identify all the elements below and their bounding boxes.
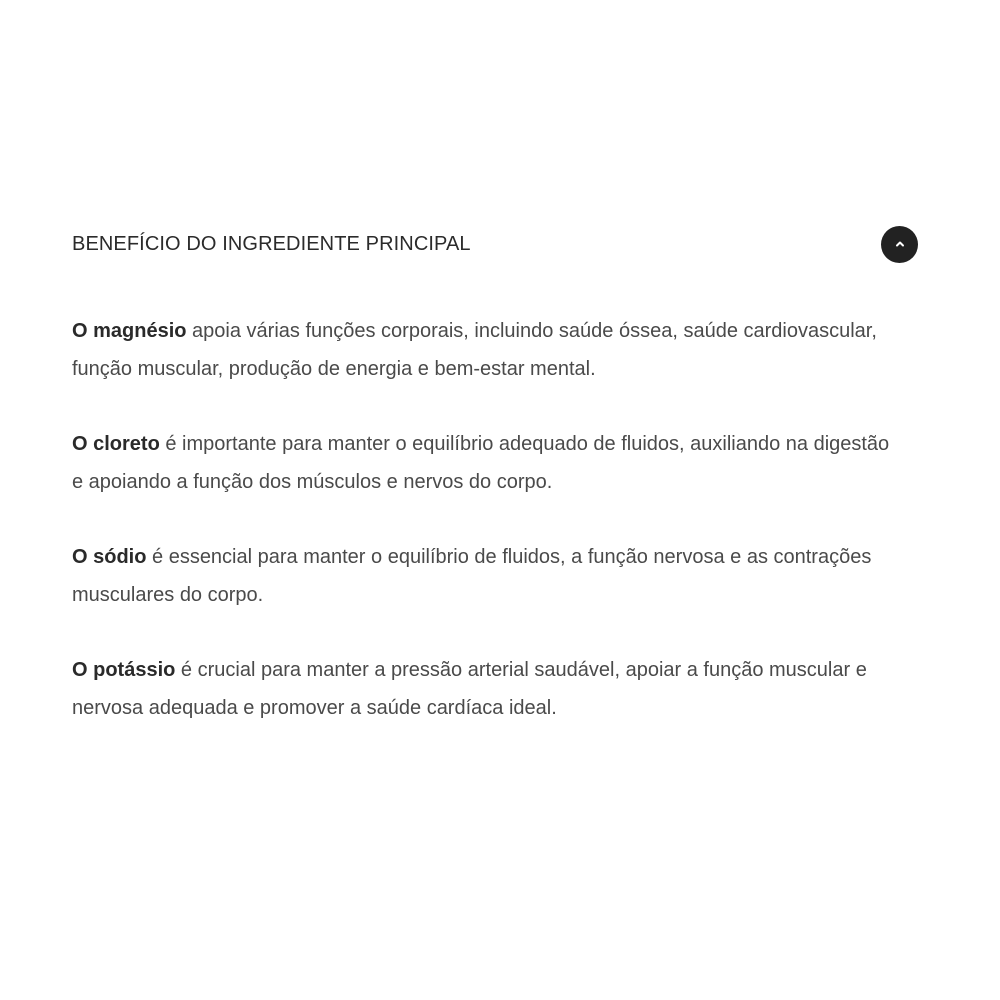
ingredient-term: O potássio bbox=[72, 659, 176, 681]
benefit-paragraph-chloride bbox=[72, 425, 892, 501]
ingredient-term: O magnésio bbox=[72, 320, 187, 342]
ingredient-description: é crucial para manter a pressão arterial saudável, apoiar a função muscular e nervosa adequada e promover a saúde cardíaca ideal. bbox=[72, 659, 867, 719]
ingredient-description: apoia várias funções corporais, incluindo saúde óssea, saúde cardiovascular, função muscular, produção de energia e bem-estar mental. bbox=[72, 320, 877, 380]
accordion-header[interactable] bbox=[72, 222, 918, 266]
benefit-paragraph-potassium bbox=[72, 651, 892, 727]
accordion-body bbox=[72, 312, 892, 727]
benefit-paragraph-magnesium bbox=[72, 312, 892, 388]
chevron-up-icon bbox=[894, 238, 906, 250]
ingredient-description: é importante para manter o equilíbrio adequado de fluidos, auxiliando na digestão e apoiando a função dos músculos e nervos do corpo. bbox=[72, 433, 890, 493]
accordion-title: BENEFÍCIO DO INGREDIENTE PRINCIPAL bbox=[72, 232, 471, 255]
collapse-toggle-button[interactable] bbox=[881, 226, 918, 263]
ingredient-benefit-accordion bbox=[72, 222, 918, 764]
benefit-paragraph-sodium bbox=[72, 538, 892, 614]
ingredient-description: é essencial para manter o equilíbrio de fluidos, a função nervosa e as contrações musculares do corpo. bbox=[72, 546, 872, 606]
ingredient-term: O sódio bbox=[72, 546, 147, 568]
ingredient-term: O cloreto bbox=[72, 433, 160, 455]
